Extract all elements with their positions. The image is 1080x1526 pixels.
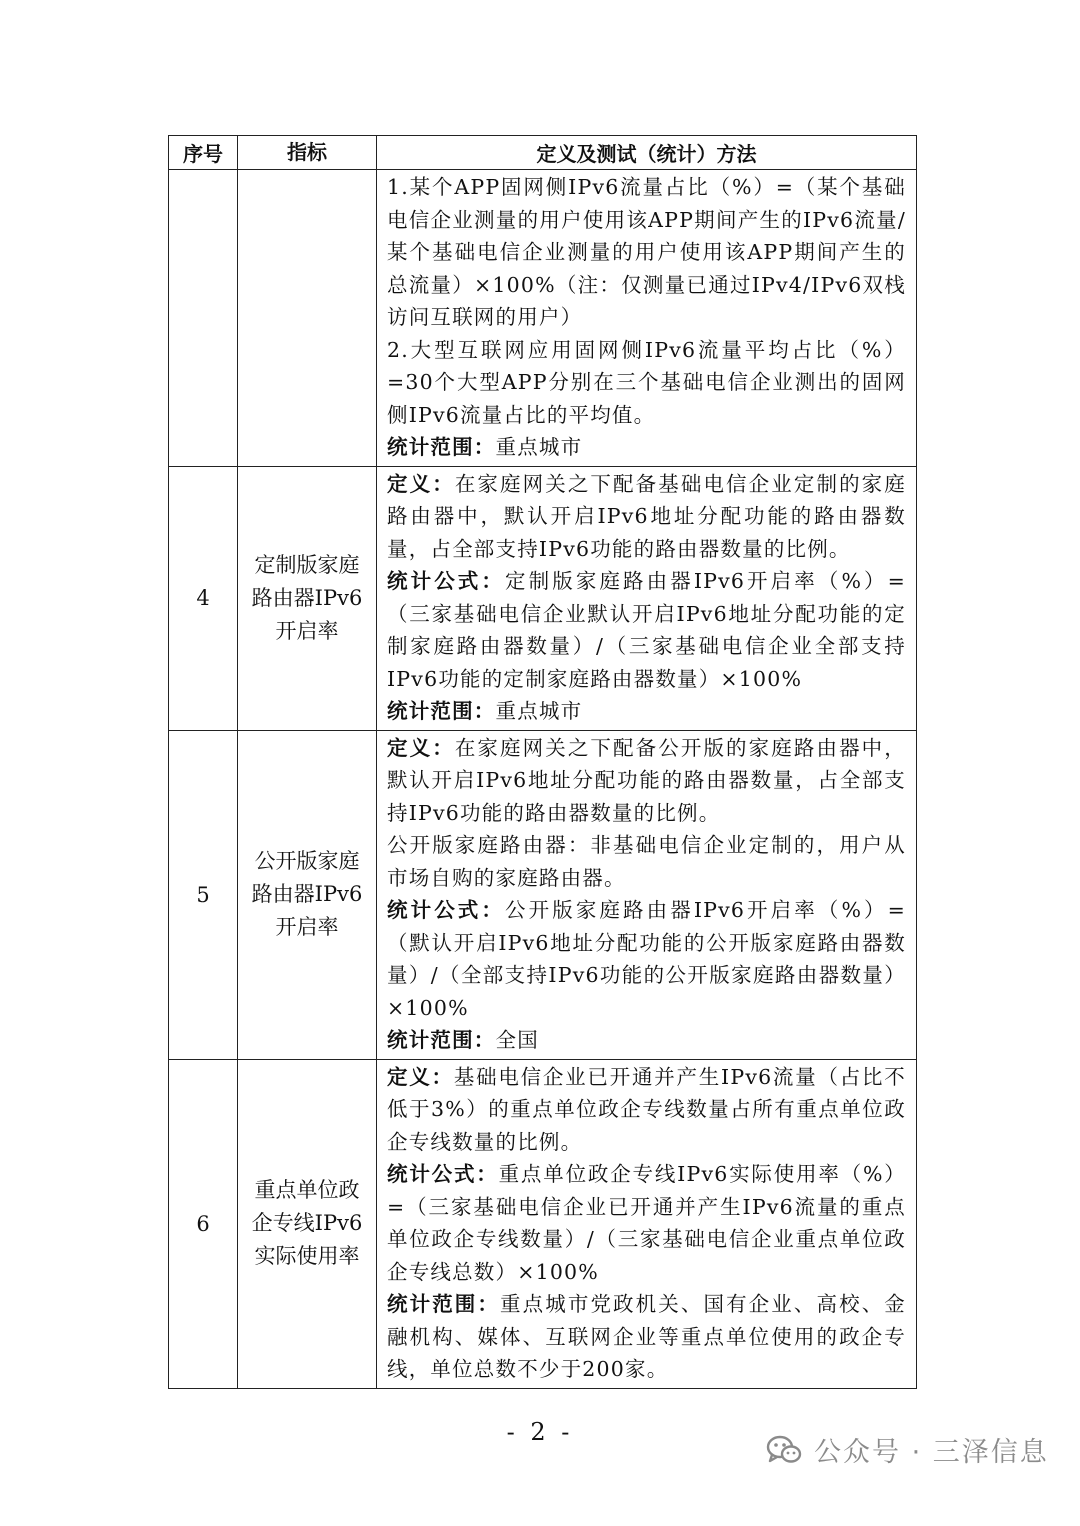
- watermark-text: 公众号 · 三泽信息: [814, 1437, 1049, 1468]
- header-indicator: 指标: [238, 136, 377, 170]
- scope-label: 统计范围：: [387, 699, 496, 723]
- scope-value: 重点城市: [495, 435, 583, 459]
- definition-text: 在家庭网关之下配备公开版的家庭路由器中，默认开启IPv6地址分配功能的路由器数量，占全部支持IPv6功能的路由器数量的比例。: [387, 735, 906, 825]
- scope-line: [387, 695, 906, 728]
- definition-line: [387, 468, 906, 566]
- scope-line: [387, 431, 906, 464]
- indicator-name: 定制版家庭路由器IPv6开启率: [251, 552, 363, 643]
- definition-label: 定义：: [387, 1064, 454, 1089]
- formula-label: 统计公式：: [387, 1162, 499, 1186]
- formula-line: [387, 894, 906, 1024]
- row-indicator-cell: [238, 466, 377, 730]
- note-line: 公开版家庭路由器：非基础电信企业定制的，用户从市场自购的家庭路由器。: [387, 833, 906, 890]
- watermark: [766, 1430, 1049, 1469]
- row-method-cell: [377, 1059, 917, 1388]
- definition-label: 定义：: [387, 735, 455, 760]
- table-header-row: [169, 136, 917, 170]
- formula-line: [387, 565, 906, 695]
- row-indicator-cell: [238, 730, 377, 1059]
- scope-label: 统计范围：: [387, 1028, 496, 1052]
- header-num: 序号: [169, 136, 238, 170]
- table-row: [169, 170, 917, 467]
- table-row: [169, 730, 917, 1059]
- definition-text: 基础电信企业已开通并产生IPv6流量（占比不低于3%）的重点单位政企专线数量占所有重点单位政企专线数量的比例。: [387, 1064, 906, 1154]
- indicator-name: 重点单位政企专线IPv6实际使用率: [251, 1178, 363, 1268]
- row-method-cell: [377, 466, 917, 730]
- row-num-cell: 6: [169, 1059, 238, 1388]
- wechat-icon: [766, 1434, 802, 1466]
- row-num-cell: 5: [169, 730, 238, 1059]
- indicator-table: [168, 135, 917, 1389]
- scope-line: [387, 1024, 906, 1057]
- method-line-2: 2.大型互联网应用固网侧IPv6流量平均占比（%）=30个大型APP分别在三个基础电信企业测出的固网侧IPv6流量占比的平均值。: [387, 337, 906, 427]
- table-row: [169, 466, 917, 730]
- table-row: [169, 1059, 917, 1388]
- method-line-1: 1.某个APP固网侧IPv6流量占比（%）=（某个基础电信企业测量的用户使用该APP期间产生的IPv6流量/某个基础电信企业测量的用户使用该APP期间产生的总流量）×100%（注：仅测量已通过IPv4/IPv6双栈访问互联网的用户）: [387, 175, 906, 329]
- scope-value: 全国: [495, 1028, 539, 1052]
- formula-line: [387, 1158, 906, 1288]
- definition-line: [387, 732, 906, 830]
- scope-value: 重点城市: [495, 699, 583, 723]
- formula-text: 重点单位政企专线IPv6实际使用率（%）=（三家基础电信企业已开通并产生IPv6流量的重点单位政企专线数量）/（三家基础电信企业重点单位政企专线总数）×100%: [387, 1162, 907, 1284]
- formula-text: 定制版家庭路由器IPv6开启率（%）=（三家基础电信企业默认开启IPv6地址分配功能的定制家庭路由器数量）/（三家基础电信企业全部支持IPv6功能的定制家庭路由器数量）×100%: [387, 569, 906, 691]
- indicator-name: 公开版家庭路由器IPv6开启率: [251, 849, 363, 939]
- row-indicator-cell: [238, 170, 377, 467]
- formula-label: 统计公式：: [387, 898, 506, 922]
- scope-label: 统计范围：: [387, 435, 496, 459]
- row-method-cell: [377, 730, 917, 1059]
- row-method-cell: [377, 170, 917, 467]
- formula-label: 统计公式：: [387, 569, 506, 593]
- row-num-cell: [169, 170, 238, 467]
- scope-value: 重点城市党政机关、国有企业、高校、金融机构、媒体、互联网企业等重点单位使用的政企专线，单位总数不少于200家。: [387, 1292, 907, 1381]
- header-method: 定义及测试（统计）方法: [377, 136, 917, 170]
- definition-line: [387, 1061, 906, 1159]
- scope-label: 统计范围：: [387, 1292, 501, 1316]
- page-number: - 2 -: [506, 1418, 574, 1446]
- definition-label: 定义：: [387, 471, 455, 496]
- definition-text: 在家庭网关之下配备基础电信企业定制的家庭路由器中，默认开启IPv6地址分配功能的路由器数量，占全部支持IPv6功能的路由器数量的比例。: [387, 471, 906, 561]
- scope-line: [387, 1288, 906, 1386]
- row-indicator-cell: [238, 1059, 377, 1388]
- formula-text: 公开版家庭路由器IPv6开启率（%）=（默认开启IPv6地址分配功能的公开版家庭路由器数量）/（全部支持IPv6功能的公开版家庭路由器数量）×100%: [387, 898, 906, 1020]
- row-num-cell: 4: [169, 466, 238, 730]
